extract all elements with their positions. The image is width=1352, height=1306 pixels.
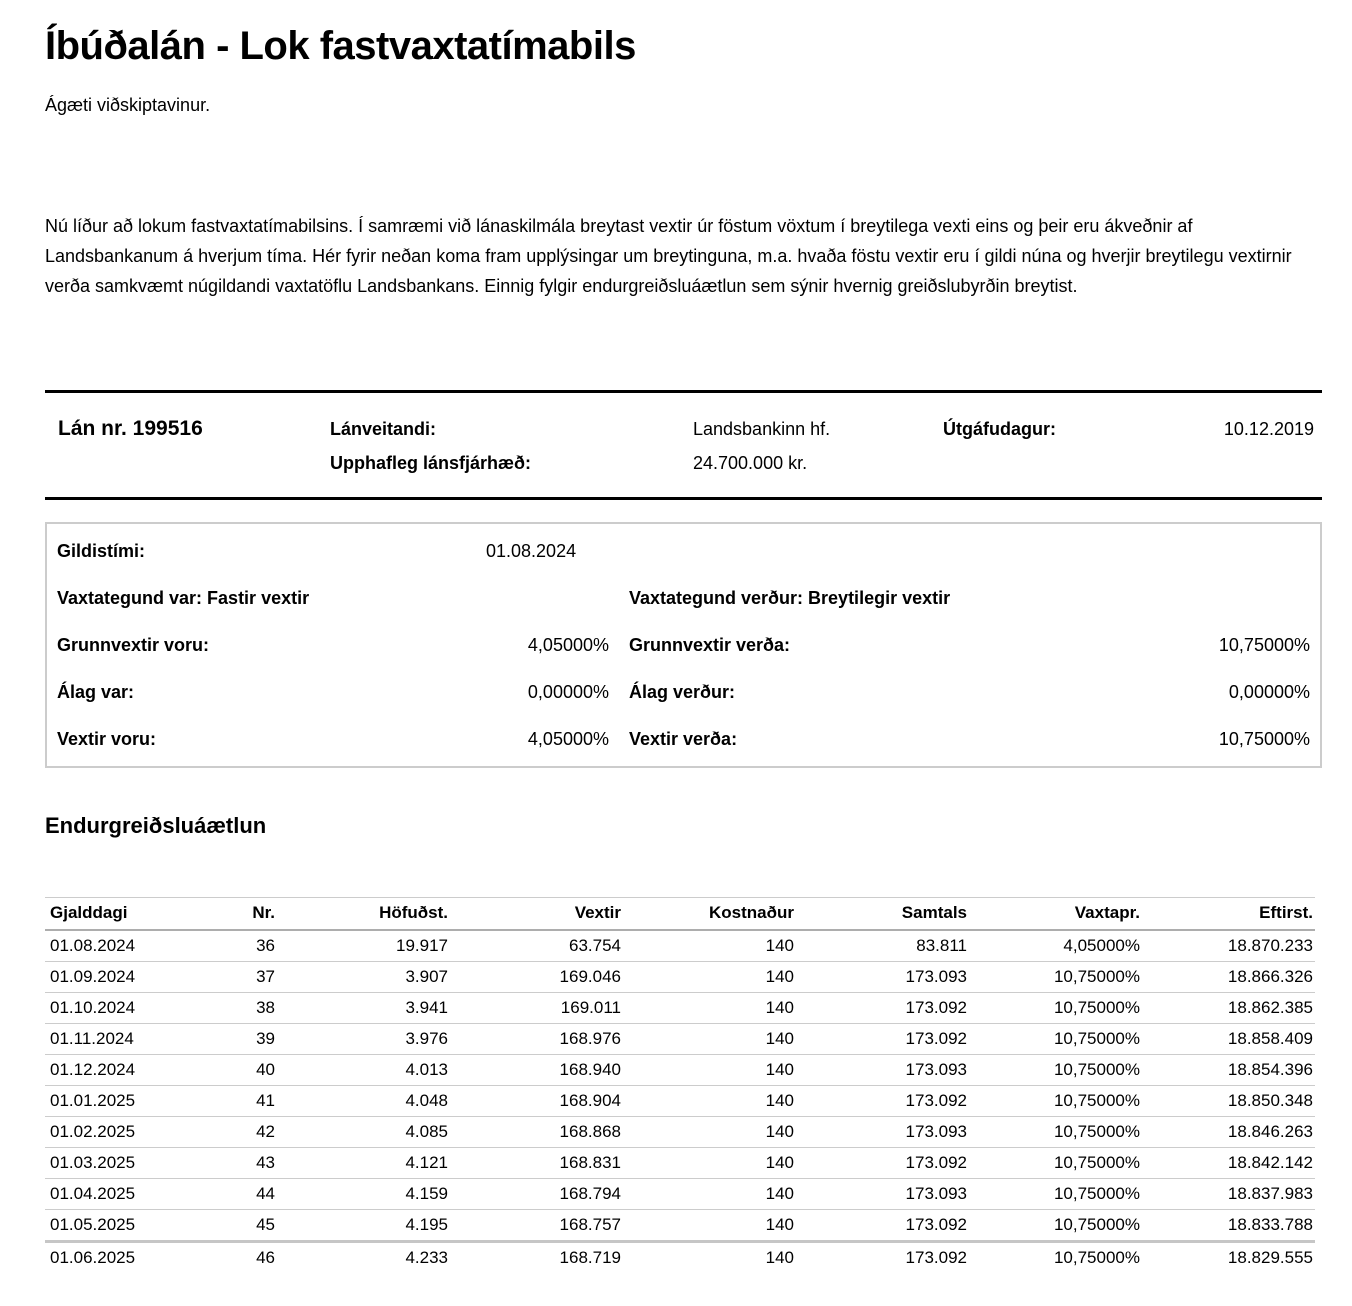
schedule-cell: 3.907 (277, 961, 450, 992)
effective-date-value: 01.08.2024 (486, 541, 577, 561)
schedule-cell: 169.046 (450, 961, 623, 992)
column-header: Nr. (185, 898, 277, 930)
schedule-cell: 01.03.2025 (45, 1147, 185, 1178)
column-header: Kostnaður (623, 898, 796, 930)
schedule-row (45, 1023, 1315, 1054)
table-body (45, 930, 1315, 1273)
schedule-cell: 4.233 (405, 1247, 448, 1267)
new-rate-type: Vaxtategund verður: Breytilegir vextir (629, 588, 951, 608)
schedule-cell: 140 (623, 992, 796, 1023)
schedule-cell: 4.085 (277, 1116, 450, 1147)
schedule-cell: 169.011 (450, 992, 623, 1023)
schedule-cell: 4,05000% (969, 930, 1142, 962)
column-header: Gjalddagi (45, 898, 185, 930)
schedule-cell: 10,75000% (969, 1116, 1142, 1147)
schedule-heading: Endurgreiðsluáætlun (45, 813, 267, 838)
schedule-row (45, 1085, 1315, 1116)
schedule-cell: 18.858.409 (1142, 1023, 1315, 1054)
table-header-row (45, 898, 1315, 930)
schedule-cell: 42 (185, 1116, 277, 1147)
schedule-cell: 01.10.2024 (45, 992, 185, 1023)
schedule-cell: 140 (623, 1178, 796, 1209)
schedule-cell: 10,75000% (969, 1178, 1142, 1209)
schedule-cell: 10,75000% (1053, 1247, 1140, 1267)
column-header: Samtals (796, 898, 969, 930)
schedule-row (45, 1116, 1315, 1147)
rate-new-value: 10,75000% (1218, 635, 1310, 655)
schedule-cell: 10,75000% (969, 1023, 1142, 1054)
schedule-row-partial (45, 1241, 1315, 1273)
schedule-cell: 45 (185, 1209, 277, 1241)
column-header: Vaxtapr. (969, 898, 1142, 930)
schedule-cell: 01.08.2024 (45, 930, 185, 962)
rate-new-value: 0,00000% (1228, 682, 1310, 702)
loan-number: Lán nr. 199516 (58, 417, 203, 440)
lender-label: Lánveitandi: (330, 419, 437, 439)
issue-date-label: Útgáfudagur: (943, 419, 1056, 439)
rate-old-label: Vextir voru: (57, 729, 157, 749)
schedule-cell: 18.837.983 (1142, 1178, 1315, 1209)
schedule-cell: 173.092 (796, 1085, 969, 1116)
schedule-cell: 46 (256, 1247, 275, 1267)
schedule-cell: 140 (623, 1054, 796, 1085)
schedule-cell: 10,75000% (969, 1054, 1142, 1085)
schedule-cell: 41 (185, 1085, 277, 1116)
schedule-cell: 18.870.233 (1142, 930, 1315, 962)
rate-change-box (45, 522, 1322, 768)
schedule-cell: 168.976 (450, 1023, 623, 1054)
schedule-cell: 01.11.2024 (45, 1023, 185, 1054)
effective-date-row (57, 541, 1310, 562)
schedule-cell: 173.093 (796, 1116, 969, 1147)
rate-old-value: 4,05000% (527, 729, 609, 749)
schedule-cell: 140 (623, 1147, 796, 1178)
schedule-row (45, 1147, 1315, 1178)
schedule-cell: 140 (623, 1085, 796, 1116)
page-title: Íbúðalán - Lok fastvaxtatímabils (45, 24, 636, 68)
schedule-cell: 10,75000% (969, 992, 1142, 1023)
document-page (0, 24, 1352, 1273)
schedule-cell: 173.092 (905, 1247, 967, 1267)
rate-new-label: Grunnvextir verða: (629, 635, 791, 655)
lender-value: Landsbankinn hf. (693, 419, 831, 439)
schedule-cell: 168.904 (450, 1085, 623, 1116)
schedule-cell: 140 (623, 1116, 796, 1147)
schedule-cell: 140 (623, 961, 796, 992)
schedule-cell: 37 (185, 961, 277, 992)
rate-old-value: 4,05000% (527, 635, 609, 655)
schedule-cell: 36 (185, 930, 277, 962)
column-header: Vextir (450, 898, 623, 930)
loan-summary (45, 393, 1322, 497)
schedule-cell: 140 (623, 930, 796, 962)
schedule-cell: 3.941 (277, 992, 450, 1023)
intro-paragraph: Nú líður að lokum fastvaxtatímabilsins. Í samræmi við lánaskilmála breytast vextir úr föstum vöxtum í breytilega vexti eins og þeir eru ákveðnir af Landsbankanum á hverjum tíma. Hér fyrir neðan koma fram upplýsingar um breytinguna, m.a. hvaða föstu vextir eru í gildi núna og hverjir breytilegu vextirnir verða samkvæmt núgildandi vaxtatöflu Landsbankans. Einnig fylgir endurgreiðsluáætlun sem sýnir hvernig greiðslubyrðin breytist. (45, 216, 1292, 296)
schedule-cell: 140 (623, 1023, 796, 1054)
rate-new-value: 10,75000% (1218, 729, 1310, 749)
issue-date-value: 10.12.2019 (1223, 419, 1314, 439)
schedule-cell: 01.12.2024 (45, 1054, 185, 1085)
schedule-cell: 44 (185, 1178, 277, 1209)
schedule-cell: 18.850.348 (1142, 1085, 1315, 1116)
schedule-cell: 01.04.2025 (45, 1178, 185, 1209)
schedule-row (45, 1054, 1315, 1085)
greeting-text: Ágæti viðskiptavinur. (45, 95, 211, 115)
schedule-cell: 63.754 (450, 930, 623, 962)
schedule-cell: 18.866.326 (1142, 961, 1315, 992)
rate-old-label: Grunnvextir voru: (57, 635, 210, 655)
schedule-cell: 173.093 (796, 1054, 969, 1085)
schedule-cell: 18.842.142 (1142, 1147, 1315, 1178)
schedule-cell: 01.06.2025 (50, 1247, 136, 1267)
schedule-cell: 140 (623, 1209, 796, 1241)
schedule-cell: 18.854.396 (1142, 1054, 1315, 1085)
original-amount-label: Upphafleg lánsfjárhæð: (330, 453, 532, 473)
repayment-schedule-table (45, 897, 1315, 1273)
schedule-cell: 168.940 (450, 1054, 623, 1085)
schedule-cell: 19.917 (277, 930, 450, 962)
schedule-cell: 4.195 (277, 1209, 450, 1241)
schedule-row (45, 992, 1315, 1023)
schedule-row (45, 1209, 1315, 1241)
schedule-cell: 168.831 (450, 1147, 623, 1178)
schedule-cell: 10,75000% (969, 961, 1142, 992)
schedule-row (45, 930, 1315, 962)
schedule-cell: 173.092 (796, 992, 969, 1023)
effective-date-label: Gildistími: (57, 541, 146, 561)
schedule-cell: 40 (185, 1054, 277, 1085)
schedule-cell: 3.976 (277, 1023, 450, 1054)
schedule-cell: 18.846.263 (1142, 1116, 1315, 1147)
schedule-cell: 18.829.555 (1227, 1247, 1313, 1267)
schedule-cell: 4.013 (277, 1054, 450, 1085)
schedule-cell: 39 (185, 1023, 277, 1054)
rate-grid (57, 588, 1310, 750)
schedule-cell: 168.719 (559, 1247, 621, 1267)
rate-old-value: 0,00000% (527, 682, 609, 702)
schedule-cell: 18.833.788 (1142, 1209, 1315, 1241)
schedule-cell: 01.01.2025 (45, 1085, 185, 1116)
old-rate-type: Vaxtategund var: Fastir vextir (57, 588, 310, 608)
schedule-cell: 10,75000% (969, 1085, 1142, 1116)
schedule-cell: 173.092 (796, 1147, 969, 1178)
schedule-cell: 38 (185, 992, 277, 1023)
schedule-cell: 01.02.2025 (45, 1116, 185, 1147)
schedule-cell: 168.794 (450, 1178, 623, 1209)
rate-old-label: Álag var: (57, 682, 135, 702)
schedule-cell: 173.093 (796, 961, 969, 992)
schedule-cell: 173.092 (796, 1209, 969, 1241)
schedule-cell: 10,75000% (969, 1147, 1142, 1178)
schedule-cell: 4.048 (277, 1085, 450, 1116)
schedule-cell: 140 (765, 1247, 794, 1267)
schedule-cell: 173.092 (796, 1023, 969, 1054)
schedule-cell: 10,75000% (969, 1209, 1142, 1241)
schedule-cell: 18.862.385 (1142, 992, 1315, 1023)
schedule-cell: 4.159 (277, 1178, 450, 1209)
schedule-row (45, 1178, 1315, 1209)
schedule-cell: 168.868 (450, 1116, 623, 1147)
column-header: Eftirst. (1142, 898, 1315, 930)
original-amount-value: 24.700.000 kr. (693, 453, 808, 473)
schedule-cell: 173.093 (796, 1178, 969, 1209)
schedule-cell: 01.05.2025 (45, 1209, 185, 1241)
schedule-cell: 43 (185, 1147, 277, 1178)
rate-new-label: Álag verður: (629, 682, 736, 702)
column-header: Höfuðst. (277, 898, 450, 930)
divider-bottom (45, 497, 1322, 500)
schedule-cell: 01.09.2024 (45, 961, 185, 992)
schedule-cell: 4.121 (277, 1147, 450, 1178)
schedule-cell: 83.811 (796, 930, 969, 962)
schedule-cell: 168.757 (450, 1209, 623, 1241)
rate-new-label: Vextir verða: (629, 729, 738, 749)
schedule-row (45, 961, 1315, 992)
